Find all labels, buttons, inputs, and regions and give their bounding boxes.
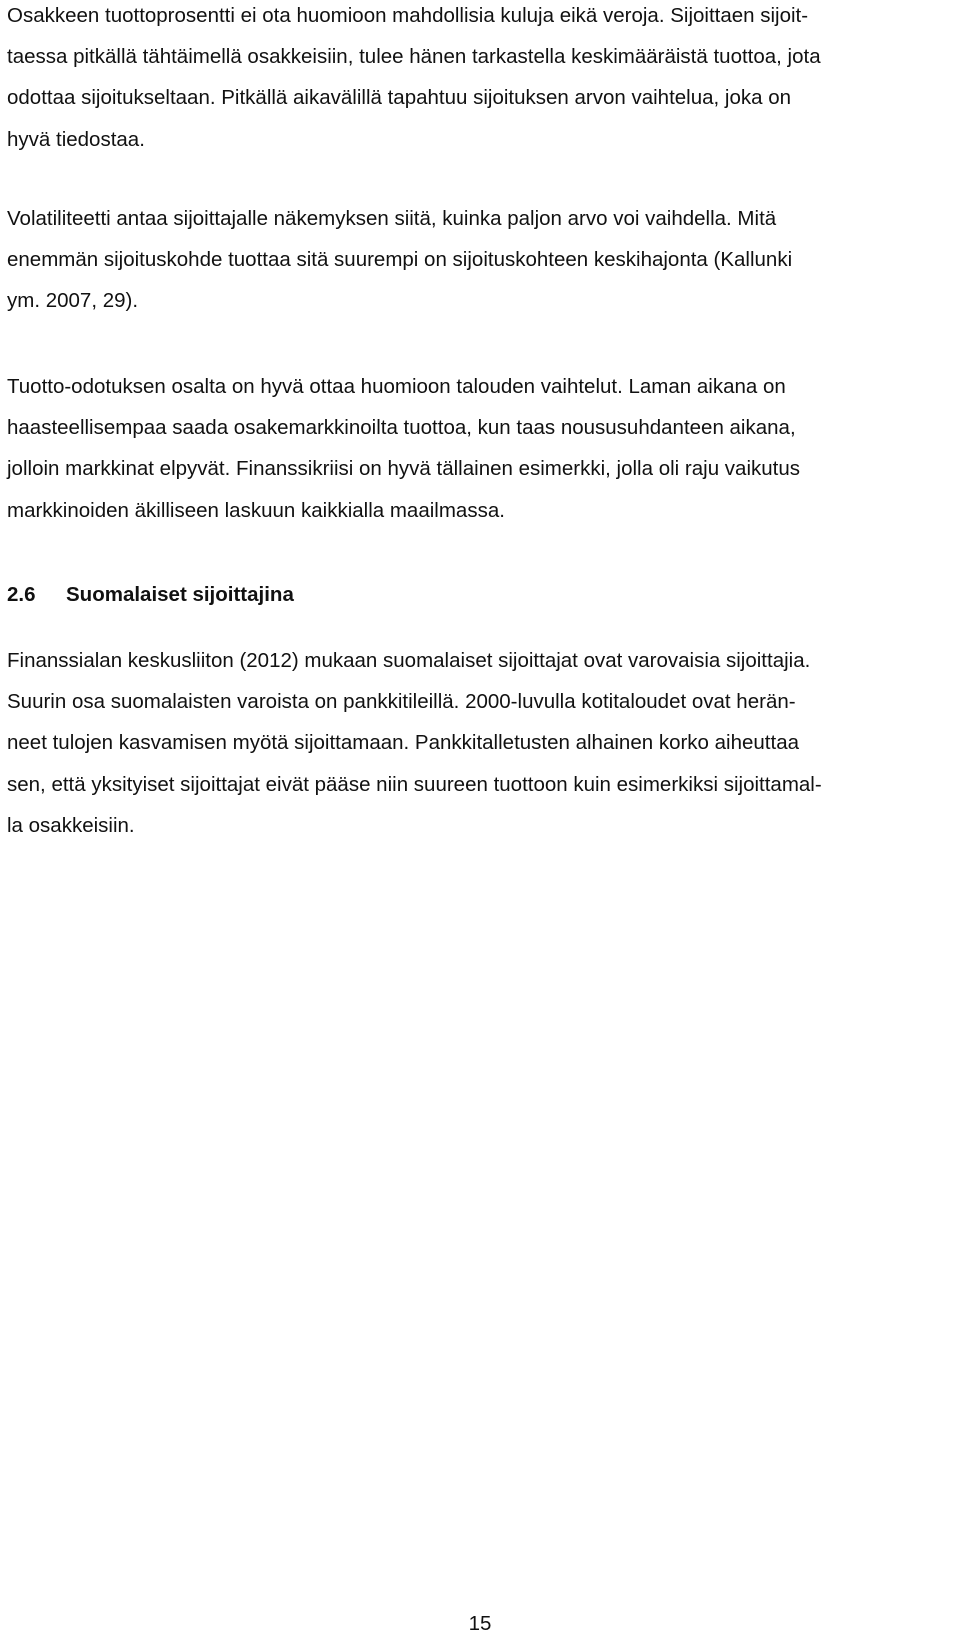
- text-line: jolloin markkinat elpyvät. Finanssikriisi on hyvä tällainen esimerkki, jolla oli raju vaikutus: [7, 457, 800, 481]
- page-number: 15: [468, 1612, 492, 1635]
- text-line: la osakkeisiin.: [7, 813, 135, 837]
- paragraph-osakkeen-tuottoprosentti: [7, 0, 821, 160]
- text-line: sen, että yksityiset sijoittajat eivät pääse niin suureen tuottoon kuin esimerkiksi sijoittamal-: [7, 772, 822, 796]
- text-line: Finanssialan keskusliiton (2012) mukaan suomalaiset sijoittajat ovat varovaisia sijoittajia.: [7, 649, 811, 672]
- paragraph-tuotto-odotus: [7, 366, 800, 531]
- text-line: haasteellisempaa saada osakemarkkinoilta tuottoa, kun taas noususuhdanteen aikana,: [7, 416, 796, 440]
- section-title: Suomalaiset sijoittajina: [66, 583, 294, 606]
- section-heading: [7, 574, 294, 615]
- text-line: enemmän sijoituskohde tuottaa sitä suurempi on sijoituskohteen keskihajonta (Kallunki: [7, 248, 793, 272]
- text-line: Tuotto-odotuksen osalta on hyvä ottaa huomioon talouden vaihtelut. Laman aikana on: [7, 375, 786, 398]
- text-line: Volatiliteetti antaa sijoittajalle näkemyksen siitä, kuinka paljon arvo voi vaihdella. Mitä: [7, 207, 777, 230]
- paragraph-finanssialan-keskusliitto: [7, 640, 822, 846]
- text-line: Suurin osa suomalaisten varoista on pankkitileillä. 2000-luvulla kotitaloudet ovat herän-: [7, 690, 796, 714]
- text-line: taessa pitkällä tähtäimellä osakkeisiin, tulee hänen tarkastella keskimääräistä tuottoa, jota: [7, 45, 821, 69]
- paragraph-volatiliteetti: [7, 198, 792, 322]
- text-line: markkinoiden äkilliseen laskuun kaikkialla maailmassa.: [7, 498, 505, 522]
- text-line: ym. 2007, 29).: [7, 289, 139, 313]
- text-line: neet tulojen kasvamisen myötä sijoittamaan. Pankkitalletusten alhainen korko aiheuttaa: [7, 731, 799, 755]
- text-line: hyvä tiedostaa.: [7, 127, 145, 151]
- text-line: Osakkeen tuottoprosentti ei ota huomioon mahdollisia kuluja eikä veroja. Sijoittaen sijoit-: [7, 4, 809, 27]
- text-line: odottaa sijoitukseltaan. Pitkällä aikavälillä tapahtuu sijoituksen arvon vaihtelua, joka on: [7, 86, 792, 110]
- section-number: 2.6: [7, 583, 36, 606]
